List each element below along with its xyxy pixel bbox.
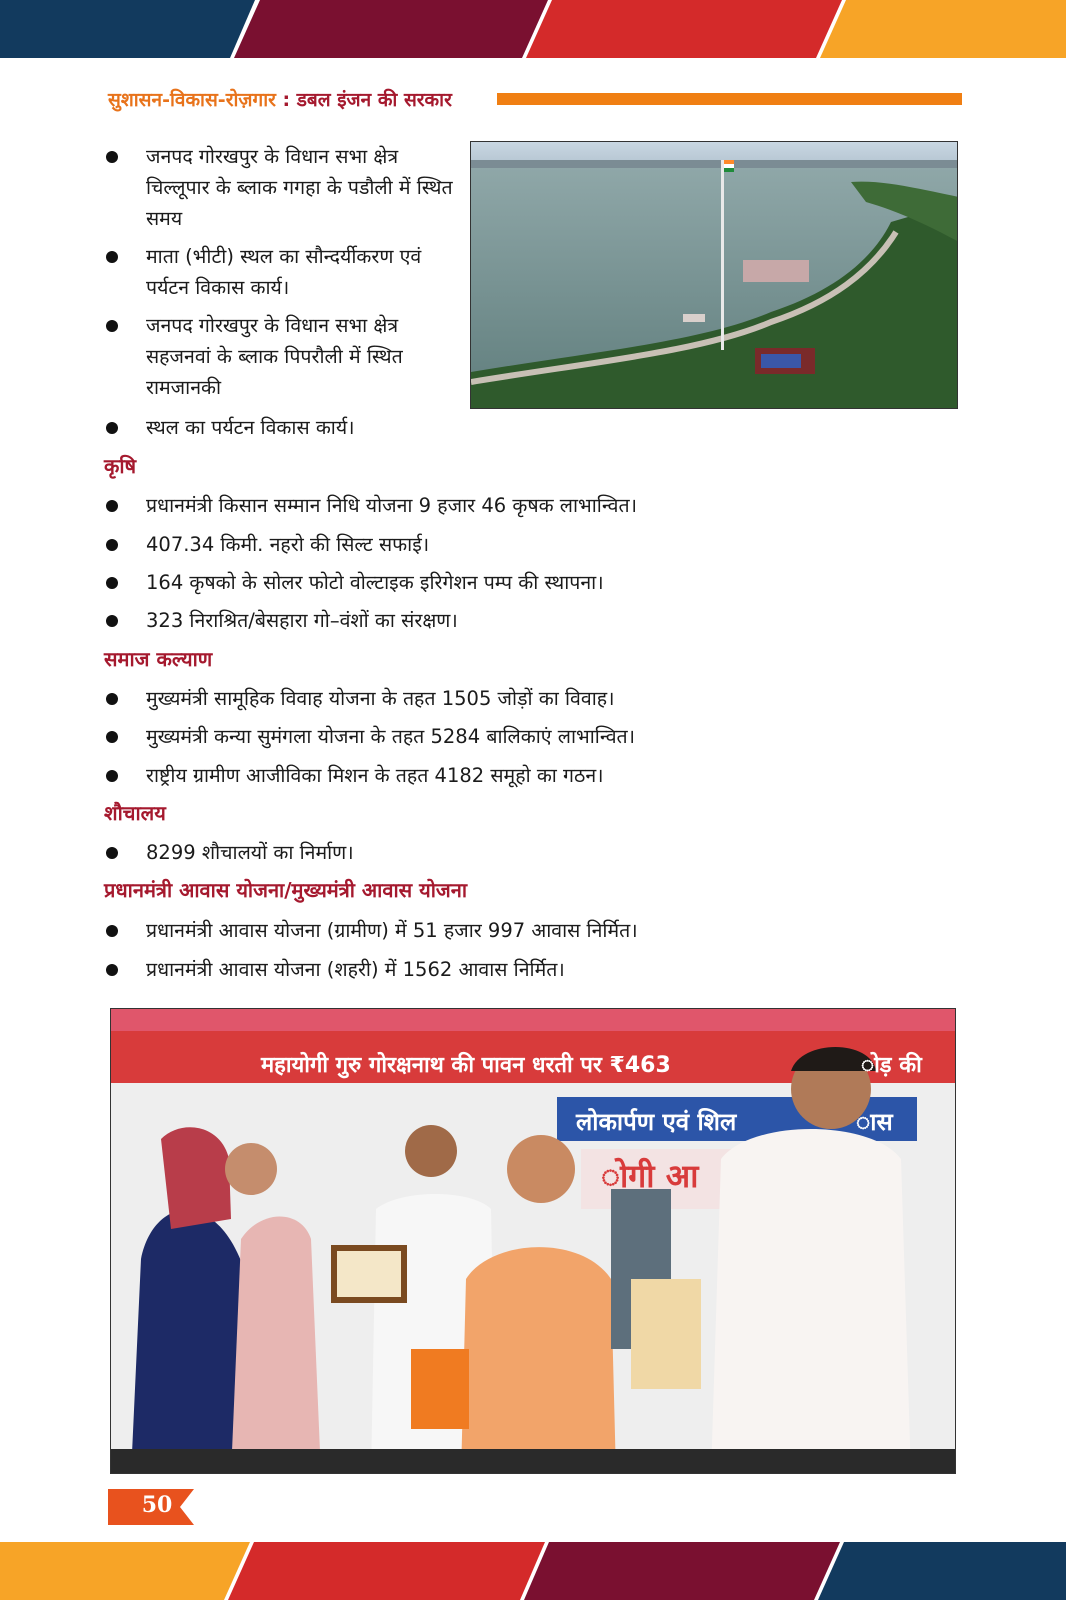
list-item: जनपद गोरखपुर के विधान सभा क्षेत्र सहजनवां के ब्लाक पिपरौली में स्थित रामजानकी bbox=[146, 310, 456, 403]
list-item: माता (भीटी) स्थल का सौन्दर्यीकरण एवं पर्यटन विकास कार्य। bbox=[146, 241, 456, 303]
banner-line-3: ोगी आ bbox=[601, 1157, 699, 1195]
header-rule bbox=[497, 93, 962, 105]
banner-line-1: महायोगी गुरु गोरक्षनाथ की पावन धरती पर ₹463 bbox=[261, 1053, 671, 1078]
banner-line-2: लोकार्पण एवं शिल bbox=[576, 1108, 737, 1136]
aerial-lake-photo bbox=[470, 141, 958, 409]
section-heading-toilets: शौचालय bbox=[104, 801, 166, 825]
page-header-title: सुशासन-विकास-रोज़गार : डबल इंजन की सरकार bbox=[108, 89, 452, 111]
banner-line-1-end: ोड़ की bbox=[861, 1053, 922, 1078]
list-item: मुख्यमंत्री कन्या सुमंगला योजना के तहत 5284 बालिकाएं लाभान्वित। bbox=[146, 721, 635, 752]
list-item: मुख्यमंत्री सामूहिक विवाह योजना के तहत 1505 जोड़ों का विवाह। bbox=[146, 683, 615, 714]
list-item: 164 कृषको के सोलर फोटो वोल्टाइक इरिगेशन पम्प की स्थापना। bbox=[146, 567, 604, 598]
list-item: प्रधानमंत्री किसान सम्मान निधि योजना 9 हजार 46 कृषक लाभान्वित। bbox=[146, 490, 637, 521]
list-item: प्रधानमंत्री आवास योजना (ग्रामीण) में 51 हजार 997 आवास निर्मित। bbox=[146, 915, 638, 946]
list-item: राष्ट्रीय ग्रामीण आजीविका मिशन के तहत 4182 समूहो का गठन। bbox=[146, 760, 604, 791]
list-item: 407.34 किमी. नहरो की सिल्ट सफाई। bbox=[146, 529, 429, 560]
event-photo bbox=[110, 1008, 956, 1474]
page-number: 50 bbox=[141, 1492, 173, 1518]
top-color-band bbox=[0, 0, 1066, 58]
banner-line-2-end: ास bbox=[856, 1108, 893, 1136]
section-heading-housing: प्रधानमंत्री आवास योजना/मुख्यमंत्री आवास योजना bbox=[104, 878, 468, 902]
section-heading-social-welfare: समाज कल्याण bbox=[104, 647, 213, 671]
list-item: स्थल का पर्यटन विकास कार्य। bbox=[146, 412, 456, 443]
list-item: 323 निराश्रित/बेसहारा गो–वंशों का संरक्षण। bbox=[146, 605, 458, 636]
bottom-color-band bbox=[0, 1542, 1066, 1600]
list-item: 8299 शौचालयों का निर्माण। bbox=[146, 837, 354, 868]
list-item: प्रधानमंत्री आवास योजना (शहरी) में 1562 आवास निर्मित। bbox=[146, 954, 565, 985]
section-heading-agriculture: कृषि bbox=[104, 454, 137, 478]
list-item: जनपद गोरखपुर के विधान सभा क्षेत्र चिल्लूपार के ब्लाक गगहा के पडौली में स्थित समय bbox=[146, 141, 456, 234]
